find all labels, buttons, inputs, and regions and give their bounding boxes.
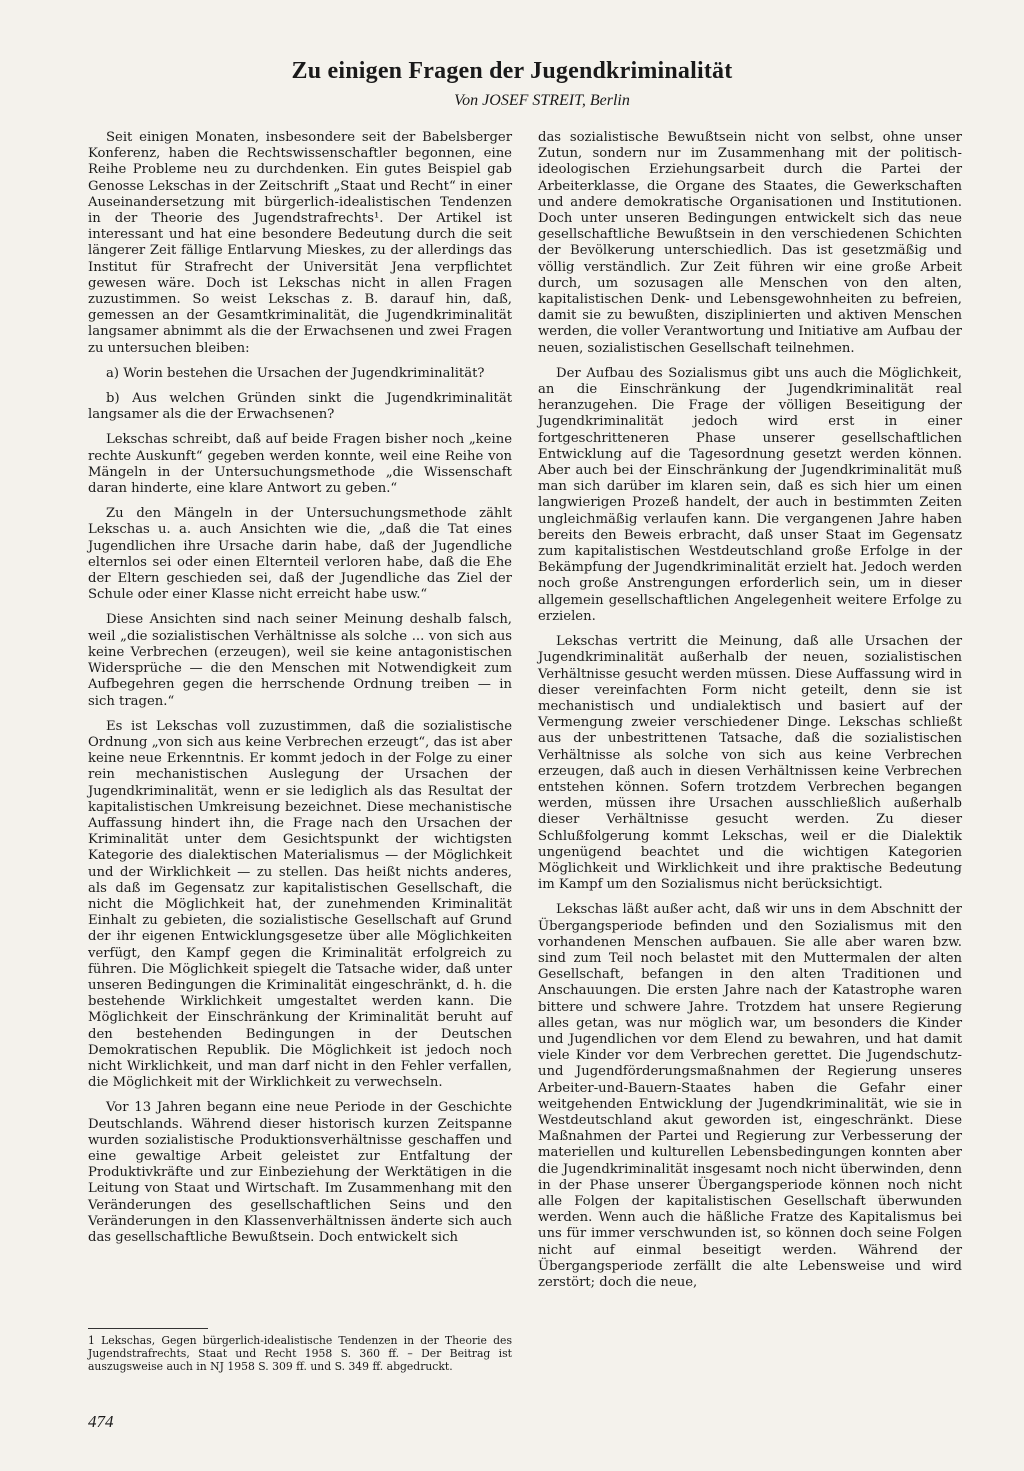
- paragraph: das sozialistische Bewußtsein nicht von selbst, ohne unser Zutun, sondern nur im Zusammenhang mit der politisch-ideologischen Erziehungsarbeit durch die Partei der Arbeiterklasse, die Organe des Staates, die Gewerkschaften und andere demokratische Organisationen und Institutionen. Doch unter unseren Bedingungen entwickelt sich das neue gesellschaftliche Bewußtsein in den verschiedenen Schichten der Bevölkerung unterschiedlich. Das ist gesetzmäßig und völlig verständlich. Zur Zeit führen wir eine große Arbeit durch, um sozusagen alle Menschen von den alten, kapitalistischen Denk- und Lebensgewohnheiten zu befreien, damit sie zu bewußten, disziplinierten und aktiven Menschen werden, die voller Verantwortung und Initiative am Aufbau der neuen, sozialistischen Gesellschaft teilnehmen.: [538, 130, 962, 356]
- footnote: 1 Lekschas, Gegen bürgerlich-idealistische Tendenzen in der Theorie des Jugendstrafrechts, Staat und Recht 1958 S. 360 ff. – Der Beitrag ist auszugsweise auch in NJ 1958 S. 309 ff. und S. 349 ff. abgedruckt.: [88, 1334, 512, 1373]
- paragraph: Seit einigen Monaten, insbesondere seit der Babelsberger Konferenz, haben die Rechtswissenschaftler begonnen, eine Reihe Probleme neu zu durchdenken. Ein gutes Beispiel gab Genosse Lekschas in der Zeitschrift „Staat und Recht“ in einer Auseinandersetzung mit bürgerlich-idealistischen Tendenzen in der Theorie des Jugendstrafrechts¹. Der Artikel ist interessant und hat eine besondere Bedeutung durch die seit längerer Zeit fällige Entlarvung Mieskes, zu der allerdings das Institut für Strafrecht der Universität Jena verpflichtet gewesen wäre. Doch ist Lekschas nicht in allen Fragen zuzustimmen. So weist Lekschas z. B. darauf hin, daß, gemessen an der Gesamtkriminalität, die Jugendkriminalität langsamer abnimmt als die der Erwachsenen und zwei Fragen zu untersuchen bleiben:: [88, 130, 512, 356]
- paragraph: b) Aus welchen Gründen sinkt die Jugendkriminalität langsamer als die der Erwachsenen?: [88, 391, 512, 423]
- article-title: Zu einigen Fragen der Jugendkriminalität: [291, 58, 733, 84]
- page-number: 474: [88, 1412, 114, 1431]
- paragraph: Lekschas schreibt, daß auf beide Fragen bisher noch „keine rechte Auskunft“ gegeben werden konnte, weil eine Reihe von Mängeln in der Untersuchungsmethode „die Wissenschaft daran hinderte, eine klare Antwort zu geben.“: [88, 432, 512, 497]
- paragraph: Es ist Lekschas voll zuzustimmen, daß die sozialistische Ordnung „von sich aus keine Verbrechen erzeugt“, das ist aber keine neue Erkenntnis. Er kommt jedoch in der Folge zu einer rein mechanistischen Auslegung der Ursachen der Jugendkriminalität, wenn er sie lediglich als das Resultat der kapitalistischen Umkreisung bezeichnet. Diese mechanistische Auffassung hindert ihn, die Frage nach den Ursachen der Kriminalität unter dem Gesichtspunkt der wichtigsten Kategorie des dialektischen Materialismus — der Möglichkeit und der Wirklichkeit — zu stellen. Das heißt nichts anderes, als daß im Gegensatz zur kapitalistischen Gesellschaft, die nicht die Möglichkeit hat, der zunehmenden Kriminalität Einhalt zu gebieten, die sozialistische Gesellschaft auf Grund der ihr eigenen Entwicklungsgesetze über alle Möglichkeiten verfügt, den Kampf gegen die Kriminalität erfolgreich zu führen. Die Möglichkeit spiegelt die Tatsache wider, daß unter unseren Bedingungen die Kriminalität eingeschränkt, d. h. die bestehende Wirklichkeit umgestaltet werden kann. Die Möglichkeit der Einschränkung der Kriminalität beruht auf den bestehenden Bedingungen in der Deutschen Demokratischen Republik. Die Möglichkeit ist jedoch noch nicht Wirklichkeit, und man darf nicht in den Fehler verfallen, die Möglichkeit mit der Wirklichkeit zu verwechseln.: [88, 718, 512, 1091]
- paragraph: Lekschas läßt außer acht, daß wir uns in dem Abschnitt der Übergangsperiode befinden und den Sozialismus mit den vorhandenen Menschen aufbauen. Sie alle aber waren bzw. sind zum Teil noch belastet mit den Muttermalen der alten Gesellschaft, befangen in den alten Traditionen und Anschauungen. Die ersten Jahre nach der Katastrophe waren bittere und schwere Jahre. Trotzdem hat unsere Regierung alles getan, was nur möglich war, um besonders die Kinder und Jugendlichen vor dem Elend zu bewahren, und hat damit viele Kinder vor dem Verbrechen gerettet. Die Jugendschutz- und Jugendförderungsmaßnahmen der Regierung unseres Arbeiter-und-Bauern-Staates haben die Gefahr einer weitgehenden Entwicklung der Jugendkriminalität, wie sie in Westdeutschland akut geworden ist, eingeschränkt. Diese Maßnahmen der Partei und Regierung zur Verbesserung der materiellen und kulturellen Lebensbedingungen konnten aber die Jugendkriminalität insgesamt noch nicht überwinden, denn in der Phase unserer Übergangsperiode können noch nicht alle Folgen der kapitalistischen Gesellschaft überwunden werden. Wenn auch die häßliche Fratze des Kapitalismus bei uns für immer verschwunden ist, so können doch seine Folgen nicht auf einmal beseitigt werden. Während der Übergangsperiode zerfällt die alte Lebensweise und wird zerstört; doch die neue,: [538, 902, 962, 1291]
- left-column: [88, 130, 512, 1320]
- paragraph: Lekschas vertritt die Meinung, daß alle Ursachen der Jugendkriminalität außerhalb der neuen, sozialistischen Verhältnisse gesucht werden müssen. Diese Auffassung wird in dieser vereinfachten Form nicht geteilt, denn sie ist mechanistisch und undialektisch und basiert auf der Vermengung zweier verschiedener Dinge. Lekschas schließt aus der unbestrittenen Tatsache, daß die sozialistischen Verhältnisse als solche von sich aus keine Verbrechen erzeugen, daß auch in diesen Verhältnissen keine Verbrechen entstehen können. Sofern trotzdem Verbrechen begangen werden, müssen ihre Ursachen ausschließlich außerhalb dieser Verhältnisse gesucht werden. Zu dieser Schlußfolgerung kommt Lekschas, weil er die Dialektik ungenügend beachtet und die wichtigen Kategorien Möglichkeit und Wirklichkeit und ihre praktische Bedeutung im Kampf um den Sozialismus nicht berücksichtigt.: [538, 634, 962, 893]
- paragraph: Diese Ansichten sind nach seiner Meinung deshalb falsch, weil „die sozialistischen Verhältnisse als solche ... von sich aus keine Verbrechen (erzeugen), weil sie keine antagonistischen Widersprüche — die den Menschen mit Notwendigkeit zum Aufbegehren gegen die herrschende Ordnung treiben — in sich tragen.“: [88, 612, 512, 709]
- paragraph: Vor 13 Jahren begann eine neue Periode in der Geschichte Deutschlands. Während dieser historisch kurzen Zeitspanne wurden sozialistische Produktionsverhältnisse geschaffen und eine gewaltige Arbeit geleistet zur Entfaltung der Produktivkräfte und zur Einbeziehung der Werktätigen in die Leitung von Staat und Wirtschaft. Im Zusammenhang mit den Veränderungen des gesellschaftlichen Seins und den Veränderungen in den Klassenverhältnissen änderte sich auch das gesellschaftliche Bewußtsein. Doch entwickelt sich: [88, 1100, 512, 1245]
- article-author: Von JOSEF STREIT, Berlin: [454, 92, 630, 109]
- right-column: [538, 130, 962, 1385]
- footnote-divider: [88, 1328, 208, 1329]
- paragraph: Der Aufbau des Sozialismus gibt uns auch die Möglichkeit, an die Einschränkung der Jugendkriminalität real heranzugehen. Die Frage der völligen Beseitigung der Jugendkriminalität jedoch wird erst in einer fortgeschritteneren Phase unserer gesellschaftlichen Entwicklung auf die Tagesordnung gesetzt werden können. Aber auch bei der Einschränkung der Jugendkriminalität muß man sich darüber im klaren sein, daß es sich hier um einen langwierigen Prozeß handelt, der auch in bestimmten Zeiten ungleichmäßig verlaufen kann. Die vergangenen Jahre haben bereits den Beweis erbracht, daß unser Staat im Gegensatz zum kapitalistischen Westdeutschland große Erfolge in der Bekämpfung der Jugendkriminalität erzielt hat. Jedoch werden noch große Anstrengungen erforderlich sein, um in dieser allgemein gesellschaftlichen Angelegenheit weitere Erfolge zu erzielen.: [538, 365, 962, 624]
- paragraph: a) Worin bestehen die Ursachen der Jugendkriminalität?: [106, 365, 485, 381]
- paragraph: Zu den Mängeln in der Untersuchungsmethode zählt Lekschas u. a. auch Ansichten wie die, „daß die Tat eines Jugendlichen ihre Ursache darin habe, daß der Jugendliche elternlos sei oder einen Elternteil verloren habe, daß die Ehe der Eltern geschieden sei, daß der Jugendliche das Ziel der Schule oder einer Klasse nicht erreicht habe usw.“: [88, 506, 512, 603]
